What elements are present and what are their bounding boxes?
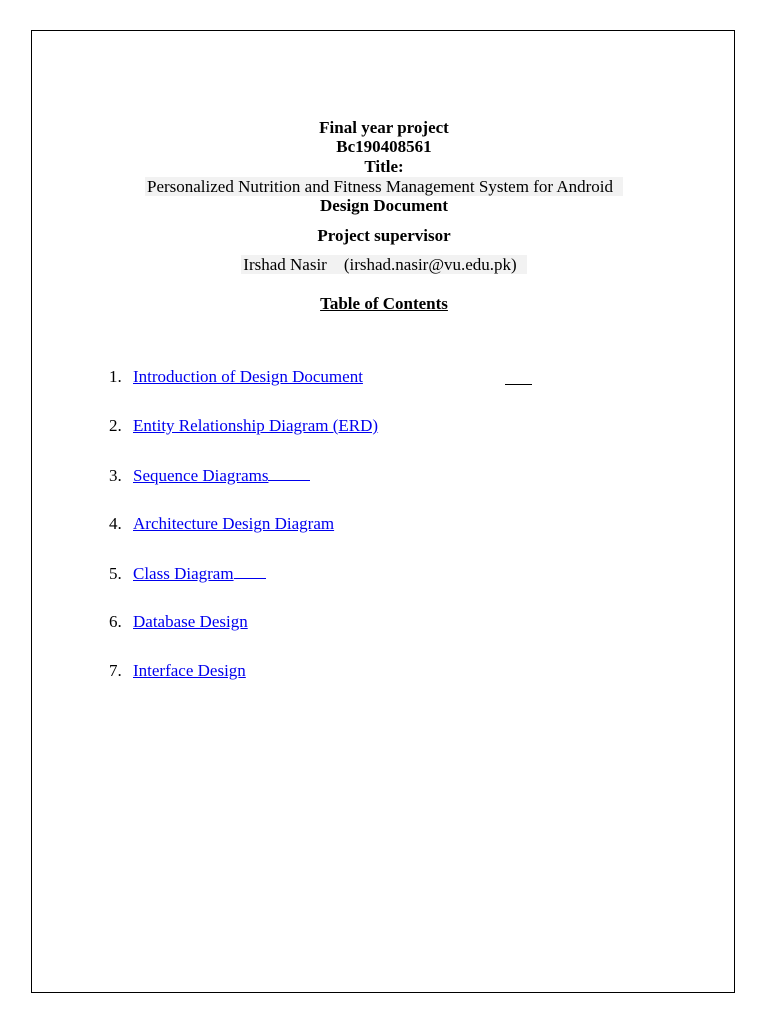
- toc-item-class: [109, 563, 266, 583]
- document-type: Design Document: [320, 196, 448, 215]
- toc-item-interface: [109, 661, 246, 680]
- toc-item-architecture: [109, 514, 334, 533]
- supervisor-name: Irshad Nasir (irshad.nasir@vu.edu.pk): [241, 255, 526, 274]
- toc-number: 1.: [109, 367, 122, 386]
- project-title: Personalized Nutrition and Fitness Management System for Android: [145, 177, 623, 196]
- toc-number: 7.: [109, 661, 122, 680]
- project-type: Final year project: [319, 118, 449, 137]
- toc-link-sequence[interactable]: Sequence Diagrams: [133, 466, 269, 485]
- toc-number: 6.: [109, 612, 122, 631]
- toc-heading: Table of Contents: [320, 294, 448, 313]
- toc-number: 5.: [109, 564, 122, 583]
- toc-number: 3.: [109, 466, 122, 485]
- toc-link-architecture[interactable]: Architecture Design Diagram: [133, 514, 335, 533]
- toc-number: 2.: [109, 416, 122, 435]
- toc-item-introduction: [109, 367, 363, 386]
- toc-trailing-underline: [268, 465, 310, 481]
- toc-link-interface[interactable]: Interface Design: [133, 661, 246, 680]
- toc-item-database: [109, 612, 248, 631]
- toc-link-database[interactable]: Database Design: [133, 612, 248, 631]
- toc-link-erd[interactable]: Entity Relationship Diagram (ERD): [133, 416, 379, 435]
- toc-number: 4.: [109, 514, 122, 533]
- toc-link-class[interactable]: Class Diagram: [133, 564, 234, 583]
- toc-link-introduction[interactable]: Introduction of Design Document: [133, 367, 363, 386]
- student-id: Bc190408561: [336, 137, 432, 156]
- toc-trailing-underline: [234, 563, 266, 579]
- toc-item-sequence: [109, 465, 310, 485]
- supervisor-heading: Project supervisor: [317, 226, 451, 245]
- title-label: Title:: [364, 157, 404, 176]
- toc-item-erd: [109, 416, 378, 435]
